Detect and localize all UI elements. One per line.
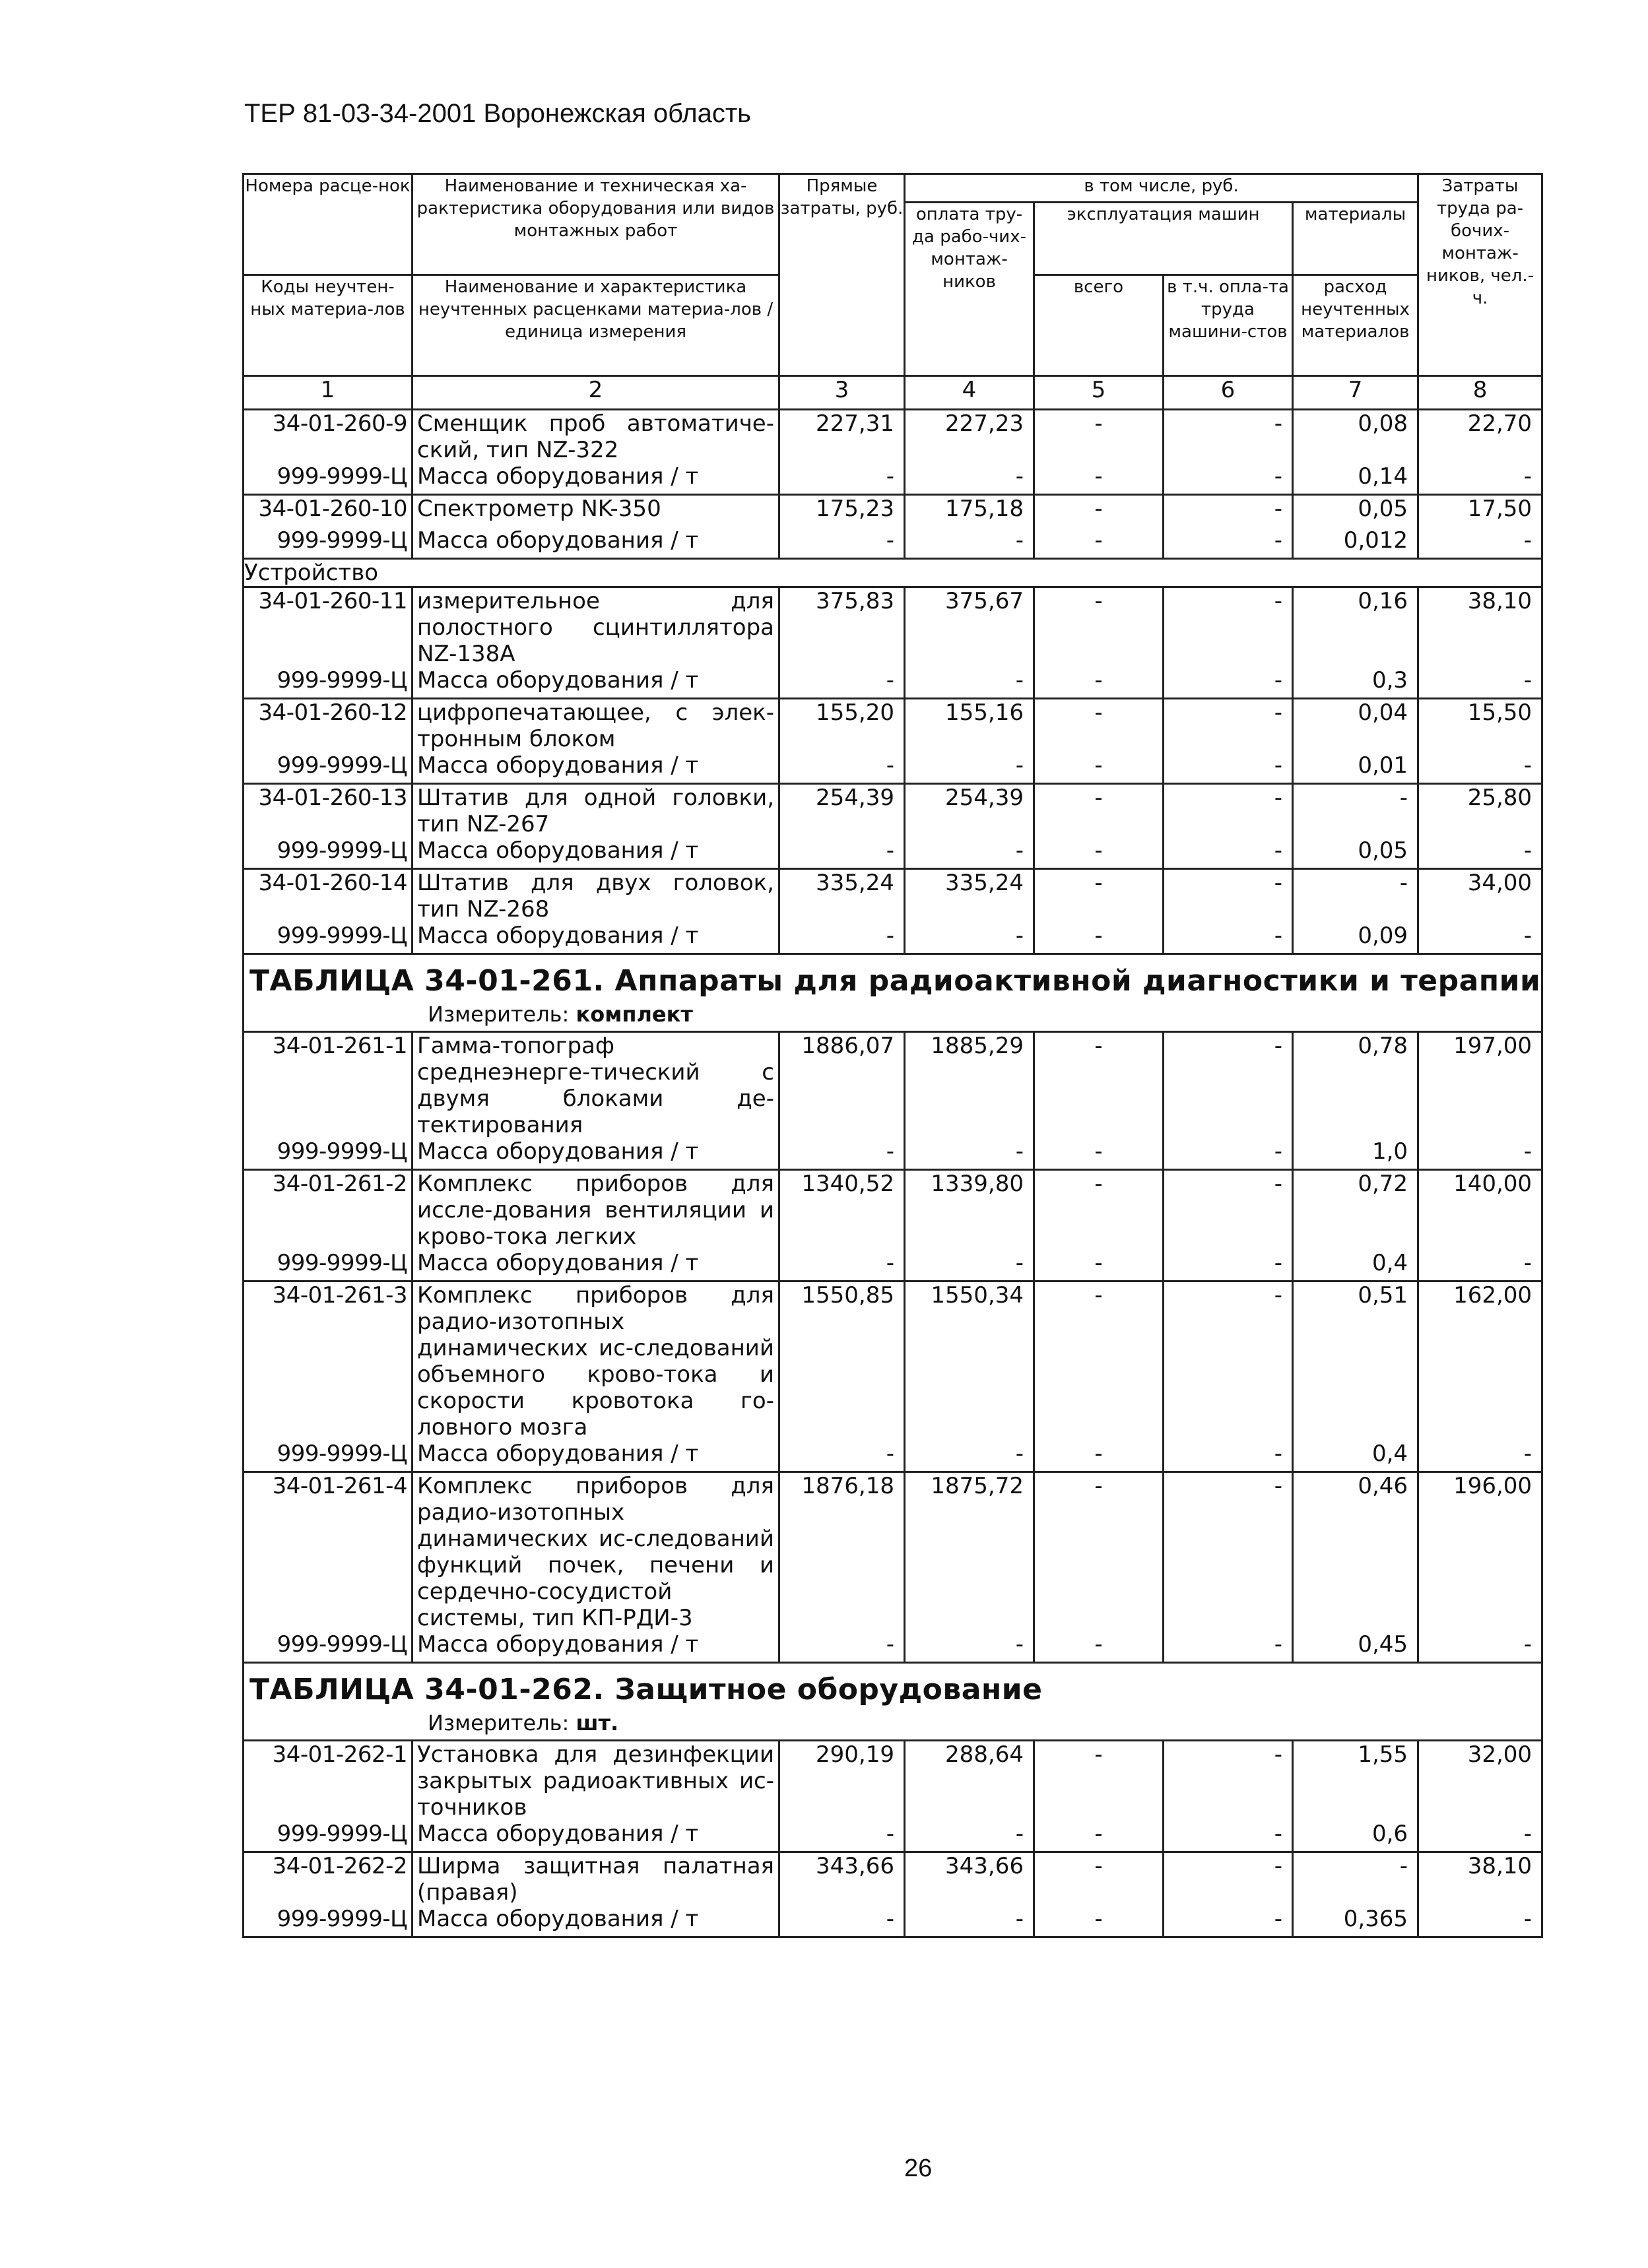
material-row [244, 1906, 1542, 1937]
rate-code: 999-9999-Ц [244, 837, 412, 869]
direct-cost: 1886,07 [779, 1032, 905, 1139]
material-row [244, 923, 1542, 954]
labor-cost: 227,23 [905, 410, 1034, 464]
direct-cost: 175,23 [779, 495, 905, 528]
labor-cost: 1885,29 [905, 1032, 1034, 1139]
machinist-cost: - [1164, 837, 1293, 869]
labor-cost: 375,67 [905, 587, 1034, 668]
labor-hours: - [1418, 1906, 1542, 1937]
machinist-cost: - [1164, 1170, 1293, 1250]
direct-cost: - [779, 1906, 905, 1937]
direct-cost: 290,19 [779, 1741, 905, 1821]
rate-name: Масса оборудования / т [412, 752, 779, 784]
material-qty: 0,09 [1293, 923, 1418, 954]
col1-bottom-header: Коды неучтен-ных материа-лов [244, 275, 412, 376]
labor-hours: 22,70 [1418, 410, 1542, 464]
labor-hours: - [1418, 1821, 1542, 1852]
labor-cost: 254,39 [905, 784, 1034, 838]
labor-hours: - [1418, 463, 1542, 495]
rate-name: Ширма защитная палатная (правая) [412, 1852, 779, 1906]
material-qty: - [1293, 869, 1418, 923]
rate-code: 34-01-262-2 [244, 1852, 412, 1906]
rate-name: Масса оборудования / т [412, 1906, 779, 1937]
rate-name: Гамма-топограф среднеэнерге-тический с двумя блоками де-тектирования [412, 1032, 779, 1139]
labor-hours: 162,00 [1418, 1281, 1542, 1441]
labor-hours: 15,50 [1418, 699, 1542, 753]
machine-cost: - [1034, 667, 1164, 699]
col-number: 5 [1034, 376, 1164, 410]
col-number: 4 [905, 376, 1034, 410]
direct-cost: - [779, 1138, 905, 1170]
machinist-cost: - [1164, 699, 1293, 753]
machine-cost: - [1034, 1741, 1164, 1821]
machine-cost: - [1034, 527, 1164, 559]
material-qty: 0,14 [1293, 463, 1418, 495]
machinist-cost: - [1164, 1472, 1293, 1632]
material-row [244, 463, 1542, 495]
material-qty: 0,01 [1293, 752, 1418, 784]
rate-name: Масса оборудования / т [412, 1138, 779, 1170]
labor-hours: - [1418, 667, 1542, 699]
col7-top-header: материалы [1293, 203, 1418, 275]
labor-cost: - [905, 837, 1034, 869]
rate-row [244, 784, 1542, 838]
labor-cost: 288,64 [905, 1741, 1034, 1821]
direct-cost: - [779, 1631, 905, 1663]
col-number: 1 [244, 376, 412, 410]
rate-row [244, 1472, 1542, 1632]
block1-rows [244, 410, 1542, 559]
rate-name: Масса оборудования / т [412, 667, 779, 699]
direct-cost: - [779, 752, 905, 784]
labor-hours: - [1418, 923, 1542, 954]
material-qty: 0,04 [1293, 699, 1418, 753]
labor-hours: 196,00 [1418, 1472, 1542, 1632]
col6-header: в т.ч. опла-та труда машини-стов [1164, 275, 1293, 376]
direct-cost: 375,83 [779, 587, 905, 668]
labor-hours: 140,00 [1418, 1170, 1542, 1250]
labor-cost: - [905, 463, 1034, 495]
direct-cost: 343,66 [779, 1852, 905, 1906]
labor-cost: 1550,34 [905, 1281, 1034, 1441]
col1-top-header: Номера расце-нок [244, 174, 412, 275]
labor-cost: 175,18 [905, 495, 1034, 528]
material-qty: 0,365 [1293, 1906, 1418, 1937]
col3-header: Прямые затраты, руб. [779, 174, 905, 376]
rate-code: 34-01-262-1 [244, 1741, 412, 1821]
rate-name: измерительное для полостного сцинтиллятора NZ-138A [412, 587, 779, 668]
labor-cost: - [905, 527, 1034, 559]
machine-cost: - [1034, 1631, 1164, 1663]
material-qty: 0,16 [1293, 587, 1418, 668]
rate-code: 999-9999-Ц [244, 923, 412, 954]
group-label: Устройство [244, 559, 1542, 587]
material-qty: 0,012 [1293, 527, 1418, 559]
direct-cost: - [779, 667, 905, 699]
labor-hours: 38,10 [1418, 587, 1542, 668]
direct-cost: - [779, 1821, 905, 1852]
table-261-measure: Измеритель: комплект [428, 1002, 693, 1027]
machinist-cost: - [1164, 1138, 1293, 1170]
rate-code: 34-01-261-1 [244, 1032, 412, 1139]
machinist-cost: - [1164, 463, 1293, 495]
rate-code: 999-9999-Ц [244, 463, 412, 495]
col2-bottom-header: Наименование и характеристика неучтенных расценками материа-лов / единица измерения [412, 275, 779, 376]
labor-cost: 155,16 [905, 699, 1034, 753]
table-header [244, 174, 1542, 376]
direct-cost: 1550,85 [779, 1281, 905, 1441]
col-number: 8 [1418, 376, 1542, 410]
machinist-cost: - [1164, 495, 1293, 528]
material-qty: - [1293, 1852, 1418, 1906]
col8-header: Затраты труда ра-бочих-монтаж-ников, чел.-ч. [1418, 174, 1542, 376]
table-262-measure: Измеритель: шт. [428, 1710, 619, 1735]
table-261-rows [244, 1032, 1542, 1663]
rate-row [244, 1281, 1542, 1441]
labor-hours: - [1418, 1250, 1542, 1281]
labor-hours: - [1418, 752, 1542, 784]
material-qty: 1,0 [1293, 1138, 1418, 1170]
material-row [244, 1631, 1542, 1663]
labor-cost: - [905, 667, 1034, 699]
page-number: 26 [904, 2155, 933, 2182]
rate-name: Масса оборудования / т [412, 463, 779, 495]
material-qty: 0,08 [1293, 410, 1418, 464]
col-number: 6 [1164, 376, 1293, 410]
direct-cost: - [779, 1441, 905, 1472]
rate-name: Комплекс приборов для радио-изотопных динамических ис-следований функций почек, печени и сердечно-сосудистой системы, тип КП-РДИ-3 [412, 1472, 779, 1632]
material-qty: 0,45 [1293, 1631, 1418, 1663]
rate-code: 34-01-260-12 [244, 699, 412, 753]
rate-row [244, 869, 1542, 923]
rate-code: 34-01-260-11 [244, 587, 412, 668]
machinist-cost: - [1164, 1741, 1293, 1821]
material-qty: 0,78 [1293, 1032, 1418, 1139]
table-262-title: ТАБЛИЦА 34-01-262. Защитное оборудование [249, 1673, 1043, 1706]
machinist-cost: - [1164, 1906, 1293, 1937]
rate-name: Спектрометр NK-350 [412, 495, 779, 528]
rate-code: 999-9999-Ц [244, 1821, 412, 1852]
rate-code: 999-9999-Ц [244, 667, 412, 699]
material-qty: 0,72 [1293, 1170, 1418, 1250]
direct-cost: - [779, 463, 905, 495]
rate-name: Комплекс приборов для иссле-дования вентиляции и крово-тока легких [412, 1170, 779, 1250]
rate-name: Масса оборудования / т [412, 1441, 779, 1472]
labor-hours: - [1418, 837, 1542, 869]
machine-cost: - [1034, 1906, 1164, 1937]
machine-cost: - [1034, 495, 1164, 528]
labor-cost: 1875,72 [905, 1472, 1034, 1632]
labor-hours: - [1418, 1631, 1542, 1663]
rate-row [244, 495, 1542, 528]
material-qty: 0,05 [1293, 495, 1418, 528]
document-title: ТЕР 81-03-34-2001 Воронежская область [244, 99, 752, 128]
labor-hours: 17,50 [1418, 495, 1542, 528]
machine-cost: - [1034, 837, 1164, 869]
machine-cost: - [1034, 1032, 1164, 1139]
machine-cost: - [1034, 1138, 1164, 1170]
rate-row [244, 410, 1542, 464]
direct-cost: 227,31 [779, 410, 905, 464]
machine-cost: - [1034, 1852, 1164, 1906]
machinist-cost: - [1164, 1852, 1293, 1906]
material-row [244, 527, 1542, 559]
material-row [244, 837, 1542, 869]
rate-code: 999-9999-Ц [244, 1250, 412, 1281]
rate-code: 34-01-260-10 [244, 495, 412, 528]
labor-hours: 32,00 [1418, 1741, 1542, 1821]
labor-cost: 335,24 [905, 869, 1034, 923]
material-qty: 0,3 [1293, 667, 1418, 699]
rate-row [244, 1852, 1542, 1906]
material-row [244, 1138, 1542, 1170]
rate-code: 34-01-260-14 [244, 869, 412, 923]
machine-cost: - [1034, 1821, 1164, 1852]
col2-top-header: Наименование и техническая ха-рактеристика оборудования или видов монтажных работ [412, 174, 779, 275]
col56-header: эксплуатация машин [1034, 203, 1293, 275]
labor-cost: - [905, 1821, 1034, 1852]
direct-cost: 1340,52 [779, 1170, 905, 1250]
machinist-cost: - [1164, 527, 1293, 559]
rate-row [244, 699, 1542, 753]
machine-cost: - [1034, 1441, 1164, 1472]
machine-cost: - [1034, 784, 1164, 838]
labor-cost: 343,66 [905, 1852, 1034, 1906]
machine-cost: - [1034, 1281, 1164, 1441]
col7-header: расход неучтенных материалов [1293, 275, 1418, 376]
labor-hours: 197,00 [1418, 1032, 1542, 1139]
material-qty: 0,51 [1293, 1281, 1418, 1441]
labor-cost: - [905, 1250, 1034, 1281]
labor-cost: - [905, 1138, 1034, 1170]
machine-cost: - [1034, 1250, 1164, 1281]
machinist-cost: - [1164, 410, 1293, 464]
machinist-cost: - [1164, 784, 1293, 838]
block1-group-rows [244, 587, 1542, 954]
direct-cost: - [779, 923, 905, 954]
col-number: 3 [779, 376, 905, 410]
material-row [244, 667, 1542, 699]
rate-name: Сменщик проб автоматиче-ский, тип NZ-322 [412, 410, 779, 464]
table-262-rows [244, 1741, 1542, 1937]
machine-cost: - [1034, 410, 1164, 464]
direct-cost: - [779, 1250, 905, 1281]
rate-code: 999-9999-Ц [244, 1138, 412, 1170]
col5-header: всего [1034, 275, 1164, 376]
rate-code: 999-9999-Ц [244, 752, 412, 784]
rate-name: Масса оборудования / т [412, 527, 779, 559]
rate-name: Штатив для одной головки, тип NZ-267 [412, 784, 779, 838]
direct-cost: 155,20 [779, 699, 905, 753]
labor-hours: - [1418, 1441, 1542, 1472]
machinist-cost: - [1164, 869, 1293, 923]
material-qty: 0,4 [1293, 1250, 1418, 1281]
machinist-cost: - [1164, 1250, 1293, 1281]
material-row [244, 1250, 1542, 1281]
machine-cost: - [1034, 463, 1164, 495]
rate-code: 999-9999-Ц [244, 527, 412, 559]
direct-cost: - [779, 837, 905, 869]
material-row [244, 1821, 1542, 1852]
rate-code: 999-9999-Ц [244, 1906, 412, 1937]
rate-name: Штатив для двух головок, тип NZ-268 [412, 869, 779, 923]
machine-cost: - [1034, 869, 1164, 923]
rate-name: Установка для дезинфекции закрытых радиоактивных ис-точников [412, 1741, 779, 1821]
rate-row [244, 1170, 1542, 1250]
material-row [244, 752, 1542, 784]
machinist-cost: - [1164, 1032, 1293, 1139]
labor-hours: 38,10 [1418, 1852, 1542, 1906]
labor-cost: - [905, 1441, 1034, 1472]
rate-code: 34-01-261-2 [244, 1170, 412, 1250]
material-qty: 0,46 [1293, 1472, 1418, 1632]
labor-hours: - [1418, 527, 1542, 559]
rate-name: Масса оборудования / т [412, 923, 779, 954]
rate-row [244, 1741, 1542, 1821]
rate-name: Масса оборудования / т [412, 837, 779, 869]
labor-cost: 1339,80 [905, 1170, 1034, 1250]
direct-cost: 1876,18 [779, 1472, 905, 1632]
machine-cost: - [1034, 1472, 1164, 1632]
direct-cost: 254,39 [779, 784, 905, 838]
rate-name: Масса оборудования / т [412, 1821, 779, 1852]
machinist-cost: - [1164, 1821, 1293, 1852]
material-qty: - [1293, 784, 1418, 838]
table-261-title: ТАБЛИЦА 34-01-261. Аппараты для радиоактивной диагностики и терапии [249, 964, 1541, 998]
labor-hours: 34,00 [1418, 869, 1542, 923]
labor-cost: - [905, 752, 1034, 784]
machinist-cost: - [1164, 667, 1293, 699]
machine-cost: - [1034, 923, 1164, 954]
machine-cost: - [1034, 1170, 1164, 1250]
col-number: 2 [412, 376, 779, 410]
machinist-cost: - [1164, 1281, 1293, 1441]
rate-name: Масса оборудования / т [412, 1250, 779, 1281]
material-row [244, 1441, 1542, 1472]
labor-cost: - [905, 1906, 1034, 1937]
labor-cost: - [905, 1631, 1034, 1663]
machinist-cost: - [1164, 1441, 1293, 1472]
machine-cost: - [1034, 752, 1164, 784]
direct-cost: 335,24 [779, 869, 905, 923]
rate-code: 34-01-260-13 [244, 784, 412, 838]
machine-cost: - [1034, 699, 1164, 753]
rate-name: Комплекс приборов для радио-изотопных динамических ис-следований объемного крово-тока и скорости кровотока го-ловного мозга [412, 1281, 779, 1441]
rate-code: 999-9999-Ц [244, 1631, 412, 1663]
labor-cost: - [905, 923, 1034, 954]
rate-code: 34-01-260-9 [244, 410, 412, 464]
material-qty: 1,55 [1293, 1741, 1418, 1821]
material-qty: 0,4 [1293, 1441, 1418, 1472]
machinist-cost: - [1164, 923, 1293, 954]
column-numbers-row [244, 376, 1542, 410]
rate-code: 34-01-261-3 [244, 1281, 412, 1441]
direct-cost: - [779, 527, 905, 559]
group-header: в том числе, руб. [905, 174, 1418, 203]
machinist-cost: - [1164, 587, 1293, 668]
rate-name: цифропечатающее, с элек-тронным блоком [412, 699, 779, 753]
machine-cost: - [1034, 587, 1164, 668]
labor-hours: 25,80 [1418, 784, 1542, 838]
rate-row [244, 587, 1542, 668]
rate-name: Масса оборудования / т [412, 1631, 779, 1663]
rate-code: 999-9999-Ц [244, 1441, 412, 1472]
machinist-cost: - [1164, 752, 1293, 784]
col-number: 7 [1293, 376, 1418, 410]
material-qty: 0,05 [1293, 837, 1418, 869]
rate-code: 34-01-261-4 [244, 1472, 412, 1632]
rate-row [244, 1032, 1542, 1139]
rates-table [242, 173, 1543, 1938]
machinist-cost: - [1164, 1631, 1293, 1663]
labor-hours: - [1418, 1138, 1542, 1170]
material-qty: 0,6 [1293, 1821, 1418, 1852]
col4-header: оплата тру-да рабо-чих-монтаж-ников [905, 203, 1034, 376]
